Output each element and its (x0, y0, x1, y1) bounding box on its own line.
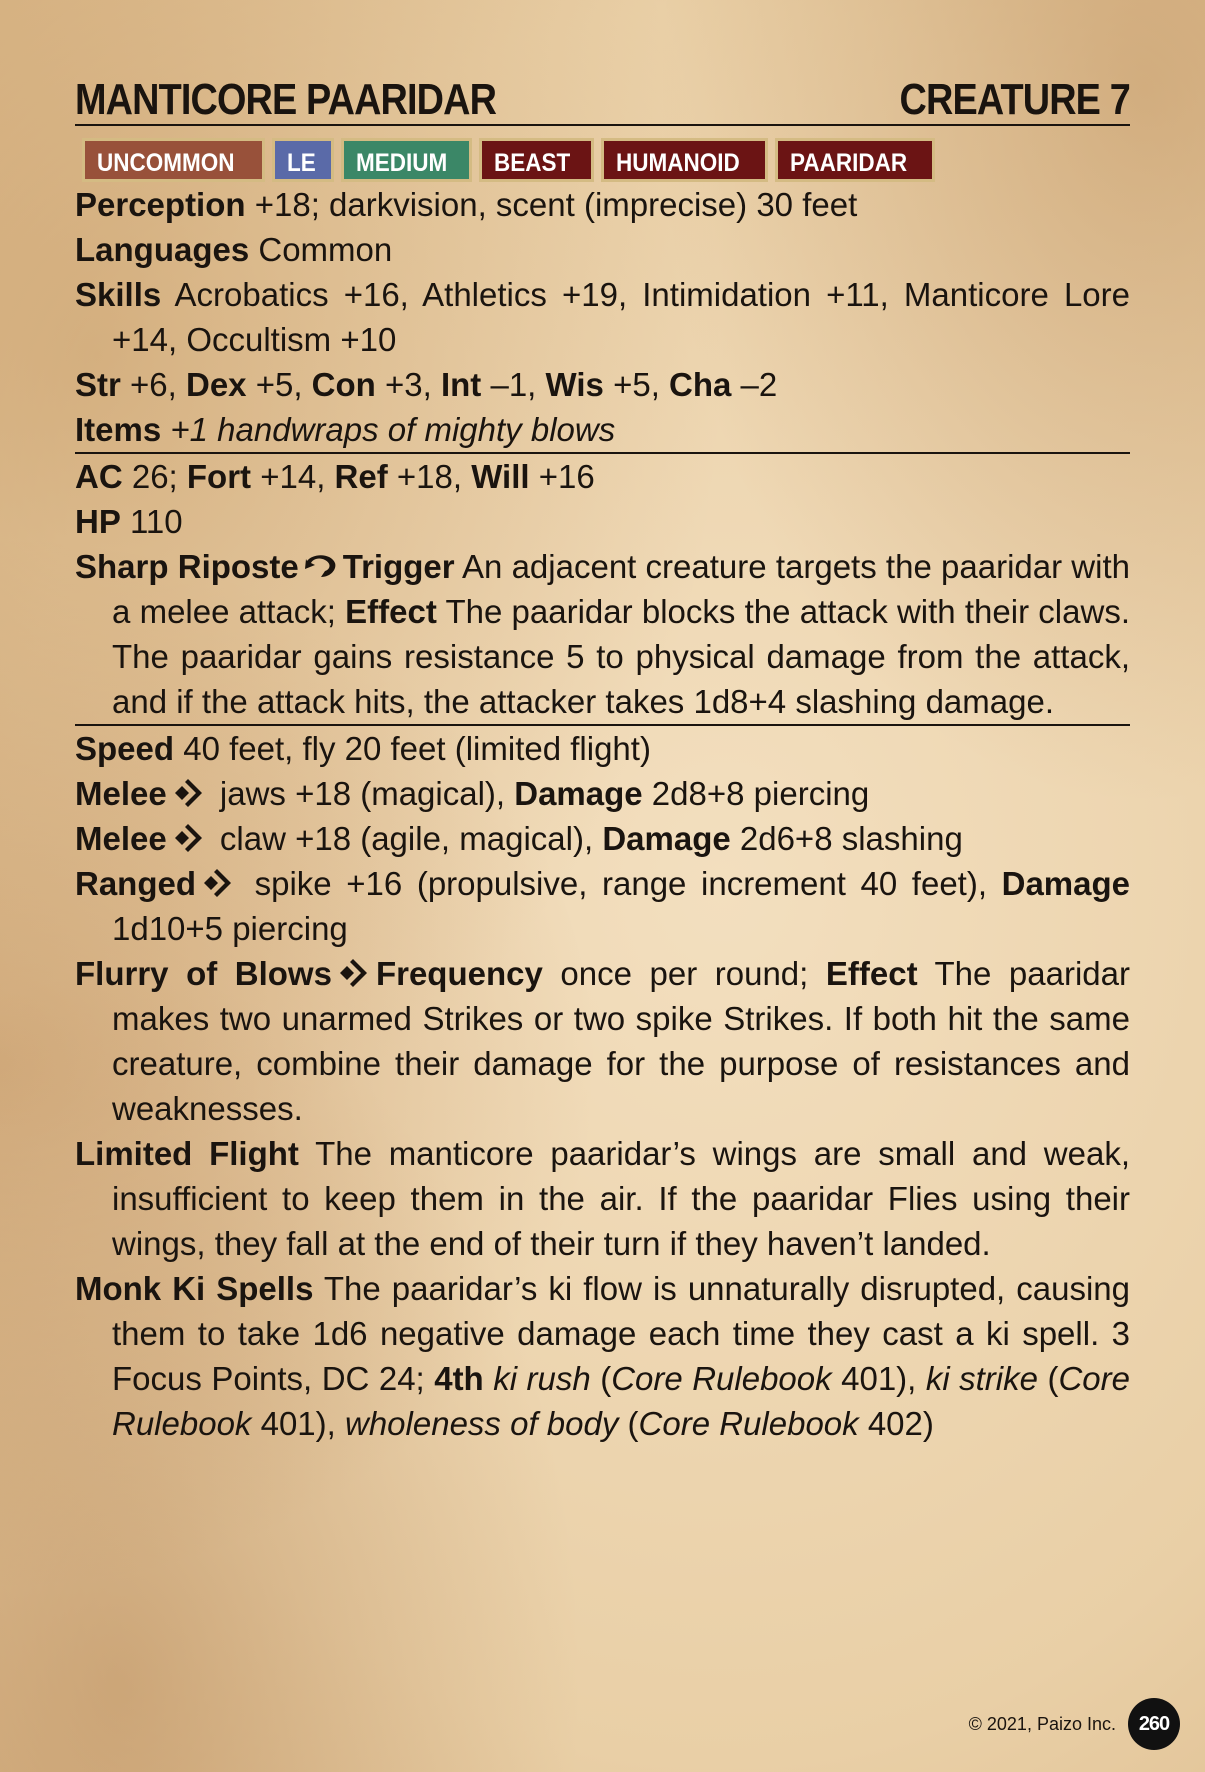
skills-line: Skills Acrobatics +16, Athletics +19, Intimidation +11, Manticore Lore +14, Occultism +10 (75, 276, 1130, 358)
melee-claw-line: Melee claw +18 (agile, magical), Damage 2d6+8 slashing (75, 820, 963, 857)
languages-line: Languages Common (75, 231, 393, 268)
creature-name: MANTICORE PAARIDAR (75, 75, 497, 124)
perception-line: Perception +18; darkvision, scent (imprecise) 30 feet (75, 186, 858, 223)
single-action-icon (171, 823, 207, 853)
trait-humanoid: HUMANOID (601, 138, 769, 182)
limited-flight-ability: Limited Flight The manticore paaridar’s wings are small and weak, insufficient to keep them in the air. If the paaridar Flies using their wings, they fall at the end of their turn if they haven’t landed. (75, 1135, 1130, 1262)
items-line: Items +1 handwraps of mighty blows (75, 411, 616, 448)
copyright-notice: © 2021, Paizo Inc. (968, 1713, 1116, 1734)
hp-line: HP 110 (75, 503, 183, 540)
monk-ki-spells: Monk Ki Spells The paaridar’s ki flow is unnaturally disrupted, causing them to take 1d6 negative damage each time they cast a ki spell. 3 Focus Points, DC 24; 4th ki rush (Core Rulebook 401), ki strike (Core Rulebook 401), wholeness of body (Core Rulebook 402) (75, 1270, 1130, 1442)
trait-paaridar: PAARIDAR (775, 138, 935, 182)
single-action-icon (200, 868, 236, 898)
sharp-riposte-ability: Sharp Riposte Trigger An adjacent creature targets the paaridar with a melee attack; Effect The paaridar blocks the attack with their claws. The paaridar gains resistance 5 to physical damage from the attack, and if the attack hits, the attacker takes 1d8+4 slashing damage. (75, 548, 1130, 720)
page-number: 260 (1128, 1698, 1180, 1750)
trait-beast: BEAST (479, 138, 594, 182)
ranged-spike-line: Ranged spike +16 (propulsive, range increment 40 feet), Damage 1d10+5 piercing (75, 865, 1130, 947)
trait-uncommon: UNCOMMON (82, 138, 265, 182)
defense-line: AC 26; Fort +14, Ref +18, Will +16 (75, 458, 595, 495)
stats-body (75, 182, 1130, 1446)
single-action-icon (336, 958, 372, 988)
single-action-icon (171, 778, 207, 808)
melee-jaws-line: Melee jaws +18 (magical), Damage 2d8+8 piercing (75, 775, 870, 812)
trait-medium: MEDIUM (341, 138, 472, 182)
reaction-icon (303, 551, 339, 581)
ability-scores: Str +6, Dex +5, Con +3, Int –1, Wis +5, Cha –2 (75, 366, 778, 403)
speed-line: Speed 40 feet, fly 20 feet (limited flight) (75, 730, 651, 767)
trait-list (82, 138, 1130, 182)
flurry-of-blows-ability: Flurry of Blows Frequency once per round; Effect The paaridar makes two unarmed Strikes or two spike Strikes. If both hit the same creature, combine their damage for the purpose of resistances and weaknesses. (75, 955, 1131, 1127)
trait-le: LE (272, 138, 334, 182)
title-row (75, 70, 1130, 126)
page-footer (969, 1698, 1180, 1750)
creature-level: CREATURE 7 (899, 75, 1130, 124)
stat-block (75, 70, 1130, 1446)
